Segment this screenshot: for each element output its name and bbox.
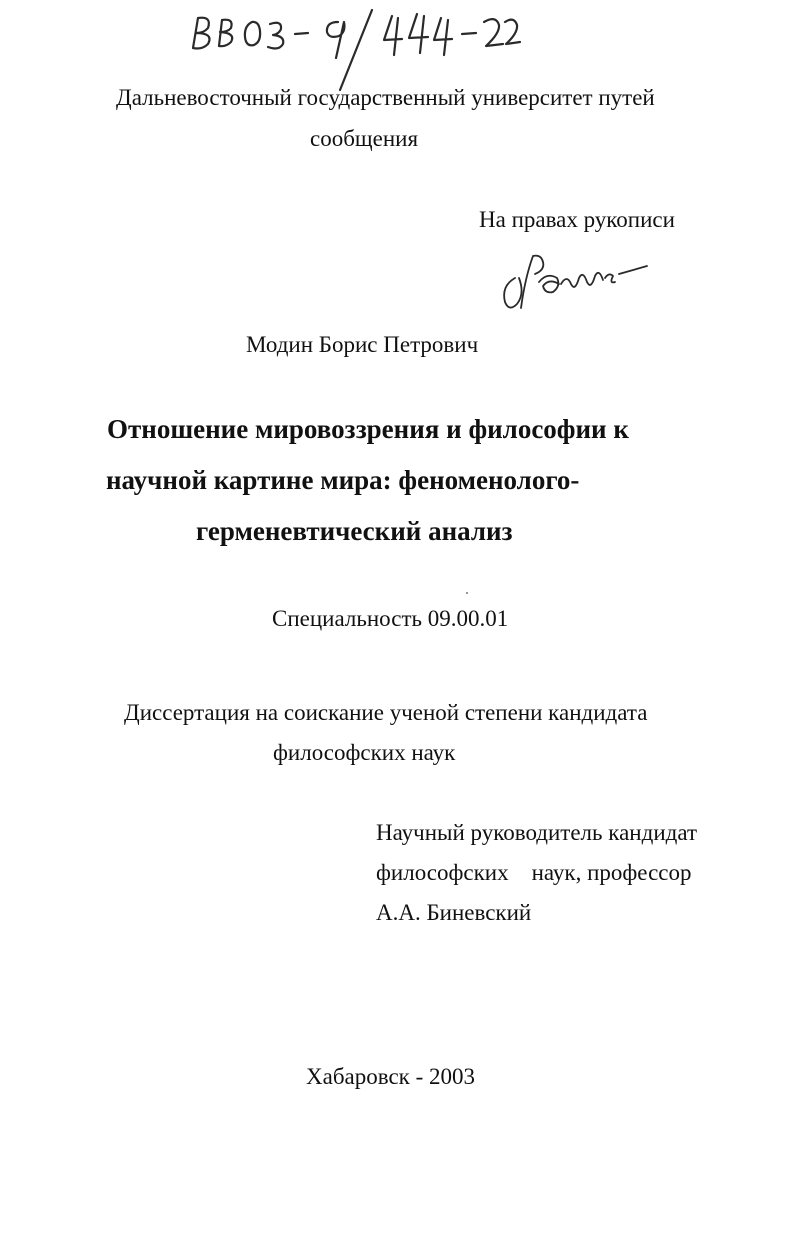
author-name: Модин Борис Петрович: [246, 332, 479, 357]
dissertation-line-2: философских наук: [273, 740, 456, 765]
rights-note: На правах рукописи: [479, 207, 675, 232]
dissertation-line-1: Диссертация на соискание ученой степени кандидата: [124, 700, 648, 725]
supervisor-line-1: Научный руководитель кандидат: [376, 820, 697, 845]
institution-line-2: сообщения: [310, 126, 419, 151]
title-line-3: герменевтический анализ: [196, 516, 513, 546]
scan-speck: [466, 592, 468, 594]
institution-line-1: Дальневосточный государственный университет путей: [116, 85, 655, 110]
supervisor-line-2: философских наук, профессор: [376, 860, 692, 885]
city-year: Хабаровск - 2003: [306, 1064, 475, 1089]
specialty: Специальность 09.00.01: [272, 606, 509, 631]
title-line-2: научной картине мира: феноменолого-: [106, 465, 580, 495]
title-line-1: Отношение мировоззрения и философии к: [107, 414, 629, 444]
supervisor-line-3: А.А. Биневский: [376, 900, 532, 925]
handwritten-signature: [495, 248, 655, 320]
